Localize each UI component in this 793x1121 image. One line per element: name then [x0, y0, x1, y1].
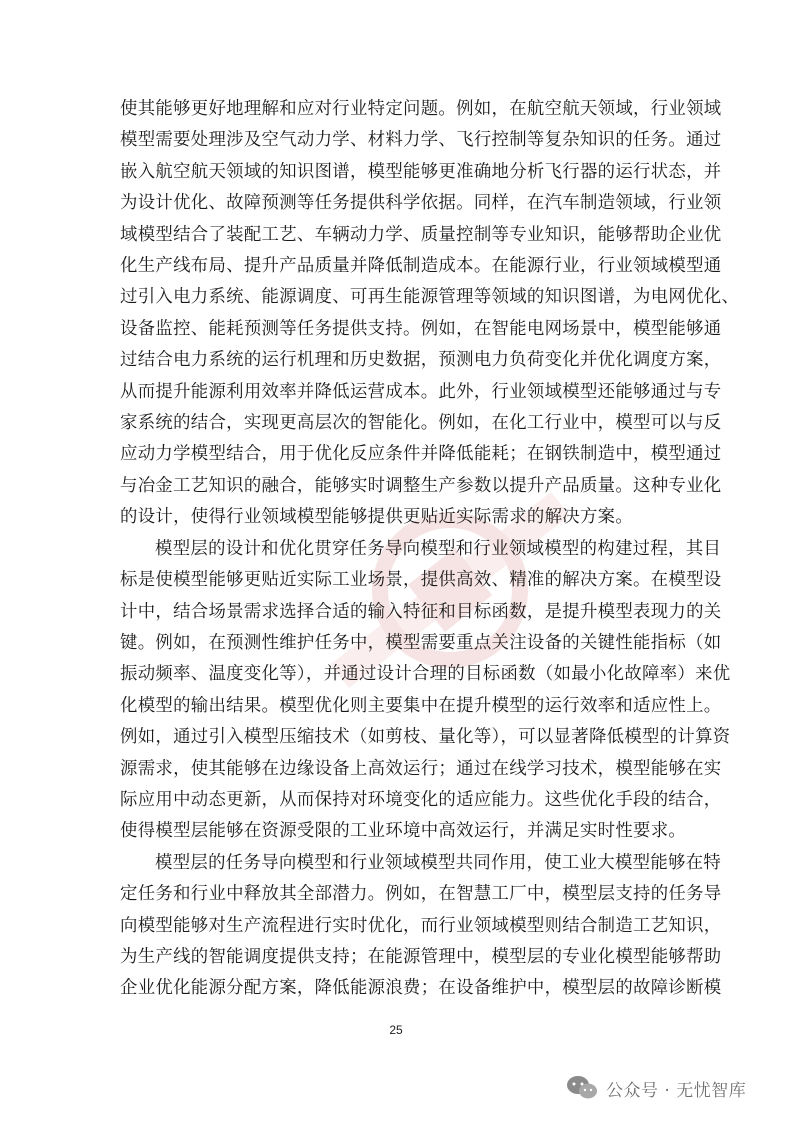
text-line: 家系统的结合，实现更高层次的智能化。例如，在化工行业中，模型可以与反: [120, 413, 722, 434]
paragraph-3: [120, 848, 722, 1005]
footer-brand-text: 公众号 · 无忧智库: [606, 1080, 747, 1101]
text-line: 定任务和行业中释放其全部潜力。例如，在智慧工厂中，模型层支持的任务导: [120, 884, 722, 905]
text-line: 为设计优化、故障预测等任务提供科学依据。同样，在汽车制造领域，行业领: [120, 193, 722, 214]
text-line: 过结合电力系统的运行机理和历史数据，预测电力负荷变化并优化调度方案，: [120, 350, 722, 371]
text-line: 化生产线布局、提升产品质量并降低制造成本。在能源行业，行业领域模型通: [120, 256, 722, 277]
text-line: 嵌入航空航天领域的知识图谱，模型能够更准确地分析飞行器的运行状态，并: [120, 161, 722, 182]
wechat-icon: [566, 1075, 598, 1101]
text-line: 模型层的设计和优化贯穿任务导向模型和行业领域模型的构建过程，其目: [155, 538, 722, 559]
text-line: 从而提升能源利用效率并降低运营成本。此外，行业领域模型还能够通过与专: [120, 381, 722, 402]
text-line: 向模型能够对生产流程进行实时优化，而行业领域模型则结合制造工艺知识，: [120, 915, 722, 936]
text-line: 的设计，使得行业领域模型能够提供更贴近实际需求的解决方案。: [120, 507, 634, 528]
text-line: 与冶金工艺知识的融合，能够实时调整生产参数以提升产品质量。这种专业化: [120, 475, 722, 496]
body-text: [120, 94, 740, 1005]
text-line: 企业优化能源分配方案，降低能源浪费；在设备维护中，模型层的故障诊断模: [120, 978, 722, 999]
text-line: 键。例如，在预测性维护任务中，模型需要重点关注设备的关键性能指标（如: [120, 632, 722, 653]
text-line: 域模型结合了装配工艺、车辆动力学、质量控制等专业知识，能够帮助企业优: [120, 224, 722, 245]
text-line: 为生产线的智能调度提供支持；在能源管理中，模型层的专业化模型能够帮助: [120, 946, 722, 967]
text-line: 计中，结合场景需求选择合适的输入特征和目标函数，是提升模型表现力的关: [120, 601, 722, 622]
text-line: 应动力学模型结合，用于优化反应条件并降低能耗；在钢铁制造中，模型通过: [120, 444, 722, 465]
text-line: 过引入电力系统、能源调度、可再生能源管理等领域的知识图谱，为电网优化、: [120, 287, 740, 308]
text-line: 源需求，使其能够在边缘设备上高效运行；通过在线学习技术，模型能够在实: [120, 758, 722, 779]
text-line: 设备监控、能耗预测等任务提供支持。例如，在智能电网场景中，模型能够通: [120, 318, 722, 339]
text-line: 振动频率、温度变化等），并通过设计合理的目标函数（如最小化故障率）来优: [120, 664, 731, 685]
text-line: 模型层的任务导向模型和行业领域模型共同作用，使工业大模型能够在特: [155, 852, 722, 873]
paragraph-1: [120, 94, 740, 534]
text-line: 化模型的输出结果。模型优化则主要集中在提升模型的运行效率和适应性上。: [120, 695, 722, 716]
text-line: 际应用中动态更新，从而保持对环境变化的适应能力。这些优化手段的结合，: [120, 789, 722, 810]
page-number: 25: [389, 1023, 403, 1037]
text-line: 使其能够更好地理解和应对行业特定问题。例如，在航空航天领域，行业领域: [120, 99, 722, 119]
text-line: 例如，通过引入模型压缩技术（如剪枝、量化等），可以显著降低模型的计算资: [120, 727, 731, 748]
text-line: 模型需要处理涉及空气动力学、材料力学、飞行控制等复杂知识的任务。通过: [120, 130, 722, 151]
footer-brand: [566, 1071, 746, 1105]
text-line: 使得模型层能够在资源受限的工业环境中高效运行，并满足实时性要求。: [120, 821, 687, 842]
paragraph-2: [120, 534, 731, 848]
text-line: 标是使模型能够更贴近实际工业场景，提供高效、精准的解决方案。在模型设: [120, 570, 722, 591]
